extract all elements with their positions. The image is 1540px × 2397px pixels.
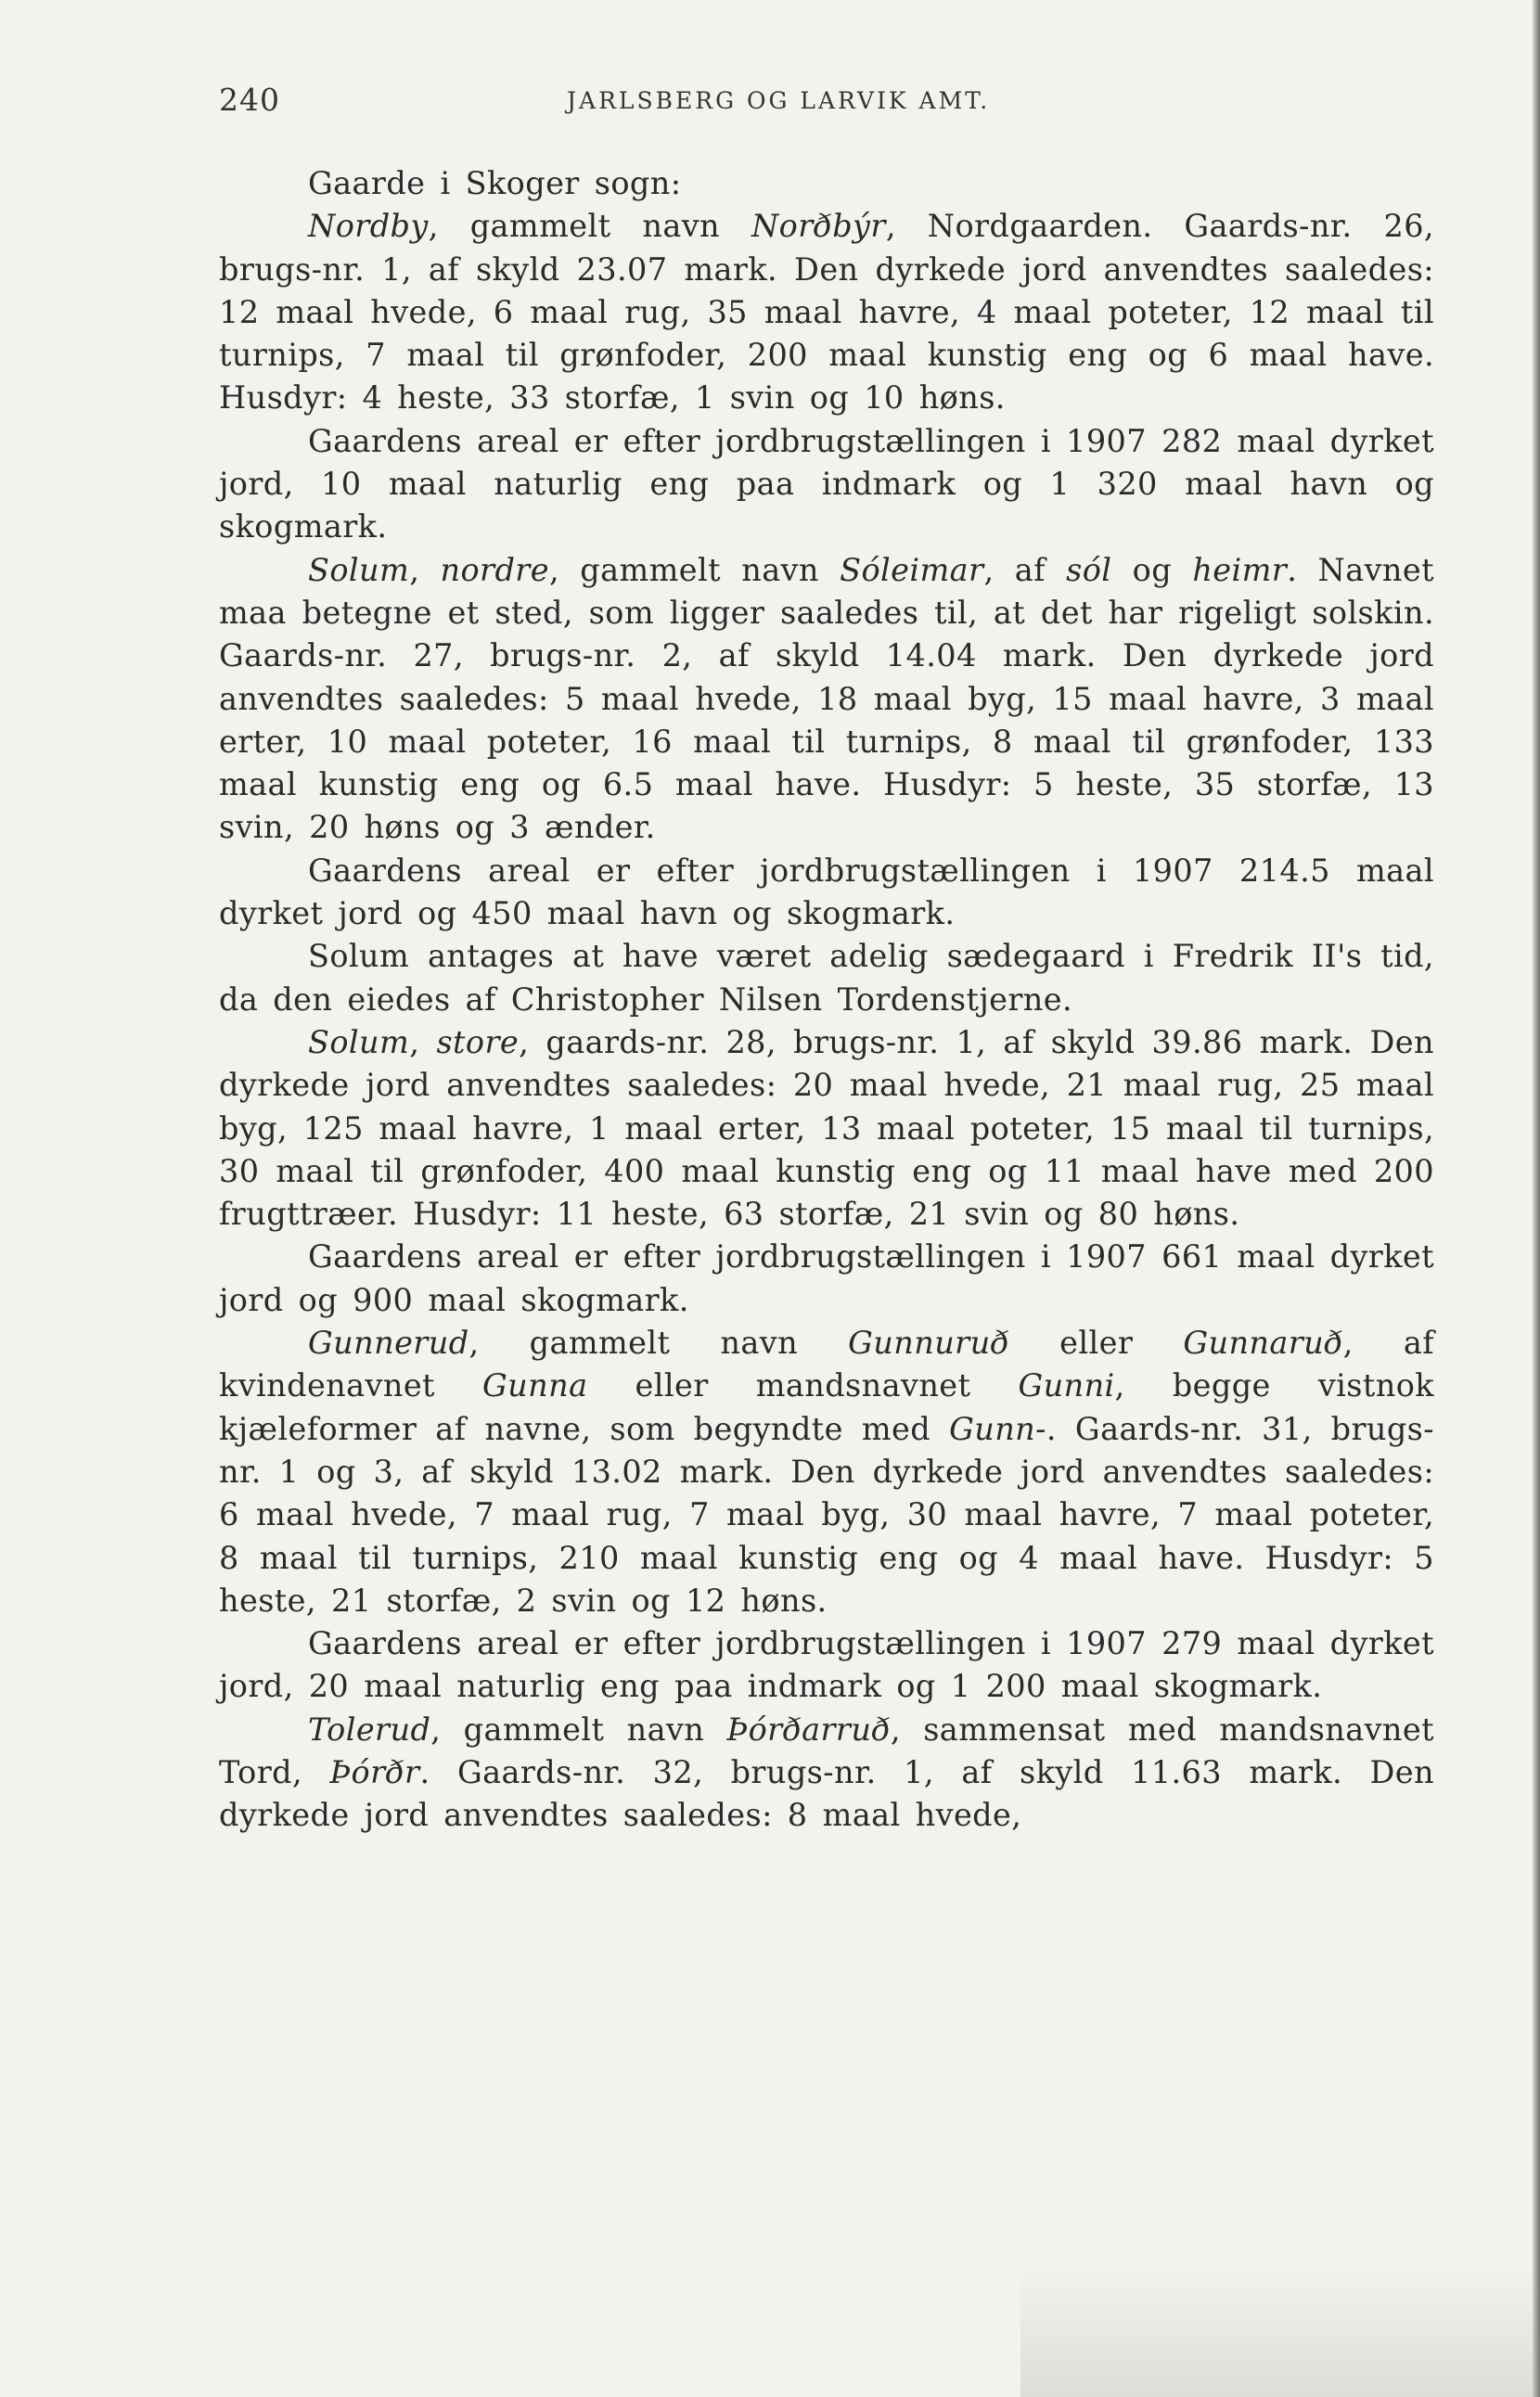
text-run: , sammensat med mandsnavnet Tord, xyxy=(219,1711,1434,1790)
page-header xyxy=(219,82,1434,128)
text-run: , xyxy=(409,1023,437,1060)
text-run: . Gaards-nr. 32, brugs-nr. 1, af skyld 11.63 mark. Den dyrkede jord anvendtes saaledes: 8 maal hvede, xyxy=(219,1753,1434,1834)
text-run: , Nordgaarden. Gaards-nr. 26, brugs-nr. 1, af skyld 23.07 mark. Den dyrkede jord anvendtes saaledes: 12 maal hvede, 6 maal rug, 35 maal havre, 4 maal poteter, 12 maal til turnips, 7 maal til grønfoder, 200 maal kunstig eng og 6 maal have. Husdyr: 4 heste, 33 storfæ, 1 svin og 10 høns. xyxy=(219,208,1434,417)
italic-term: Þórðarruð xyxy=(726,1711,891,1748)
text-run: Gaardens areal er efter jordbrugstællingen i 1907 214.5 maal dyrket jord og 450 maal havn og skogmark. xyxy=(219,852,1434,932)
italic-term: Nordby xyxy=(308,208,429,245)
text-run: . Navnet maa betegne et sted, som ligger saaledes til, at det har rigeligt solskin. Gaards-nr. 27, brugs-nr. 2, af skyld 14.04 mark. Den dyrkede jord anvendtes saaledes: 5 maal hvede, 18 maal byg, 15 maal havre, 3 maal erter, 10 maal poteter, 16 maal til turnips, 8 maal til grønfoder, 133 maal kunstig eng og 6.5 maal have. Husdyr: 5 heste, 35 storfæ, 13 svin, 20 høns og 3 ænder. xyxy=(219,551,1434,846)
text-run: Gaarde i Skoger sogn: xyxy=(308,165,682,201)
paragraph xyxy=(219,850,1434,936)
text-run: og xyxy=(1111,551,1193,588)
italic-term: Gunna xyxy=(482,1367,588,1404)
text-run: , af xyxy=(983,551,1067,588)
italic-term: nordre xyxy=(440,551,549,588)
italic-term: Tolerud xyxy=(308,1711,431,1748)
italic-term: Gunn- xyxy=(949,1410,1046,1447)
text-run: , gammelt navn xyxy=(548,551,841,588)
italic-term: Norðbýr xyxy=(751,208,886,245)
running-title: JARLSBERG OG LARVIK AMT. xyxy=(567,87,991,114)
text-run: eller xyxy=(1009,1325,1184,1362)
text-run: , af kvindenavnet xyxy=(219,1325,1434,1404)
page-corner-shade xyxy=(1020,2267,1540,2397)
paragraph xyxy=(219,420,1434,549)
page-edge-shadow xyxy=(1533,0,1540,2397)
text-run: . Gaards-nr. 31, brugs-nr. 1 og 3, af skyld 13.02 mark. Den dyrkede jord anvendtes saaledes: 6 maal hvede, 7 maal rug, 7 maal byg, 30 maal havre, 7 maal poteter, 8 maal til turnips, 210 maal kunstig eng og 4 maal have. Husdyr: 5 heste, 21 storfæ, 2 svin og 12 høns. xyxy=(219,1410,1434,1619)
italic-term: Gunnuruð xyxy=(848,1325,1010,1362)
text-run: , xyxy=(409,551,441,588)
text-run: Gaardens areal er efter jordbrugstællingen i 1907 661 maal dyrket jord og 900 maal skogmark. xyxy=(219,1238,1434,1318)
italic-term: Sóleimar xyxy=(840,551,984,588)
text-run: eller mandsnavnet xyxy=(587,1367,1019,1404)
paragraph xyxy=(219,935,1434,1021)
text-run: Gaardens areal er efter jordbrugstællingen i 1907 282 maal dyrket jord, 10 maal naturlig eng paa indmark og 1 320 maal havn og skogmark. xyxy=(219,422,1434,545)
italic-term: Þórðr xyxy=(329,1753,420,1790)
text-run: Solum antages at have været adelig sædegaard i Fredrik II's tid, da den eiedes af Christopher Nilsen Tordenstjerne. xyxy=(219,938,1434,1018)
text-run: Gaardens areal er efter jordbrugstællingen i 1907 279 maal dyrket jord, 20 maal naturlig eng paa indmark og 1 200 maal skogmark. xyxy=(219,1625,1434,1705)
paragraph xyxy=(219,1236,1434,1322)
text-run: , gammelt navn xyxy=(468,1325,849,1362)
italic-term: Solum xyxy=(308,551,410,588)
italic-term: Gunnerud xyxy=(308,1325,469,1362)
italic-term: store xyxy=(436,1023,520,1060)
paragraph xyxy=(219,162,1434,205)
italic-term: Gunnaruð xyxy=(1183,1325,1343,1362)
text-run: , gammelt navn xyxy=(428,208,751,245)
italic-term: heimr xyxy=(1192,551,1288,588)
text-run: , gaards-nr. 28, brugs-nr. 1, af skyld 39.86 mark. Den dyrkede jord anvendtes saaledes: 20 maal hvede, 21 maal rug, 25 maal byg, 125 maal havre, 1 maal erter, 13 maal poteter, 15 maal til turnips, 30 maal til grønfoder, 400 maal kunstig eng og 11 maal have med 200 frugttræer. Husdyr: 11 heste, 63 storfæ, 21 svin og 80 høns. xyxy=(219,1023,1434,1233)
italic-term: Solum xyxy=(308,1023,410,1060)
paragraph xyxy=(219,549,1434,850)
paragraph xyxy=(219,1322,1434,1622)
page-number: 240 xyxy=(219,82,280,118)
paragraph xyxy=(219,1709,1434,1838)
paragraph xyxy=(219,205,1434,419)
body-text xyxy=(219,162,1434,1838)
paragraph xyxy=(219,1622,1434,1709)
italic-term: Gunni xyxy=(1018,1367,1115,1404)
paragraph xyxy=(219,1021,1434,1236)
italic-term: sól xyxy=(1066,551,1112,588)
text-run: , gammelt navn xyxy=(430,1711,727,1748)
text-run: , begge vistnok kjæleformer af navne, som begyndte med xyxy=(219,1367,1434,1447)
